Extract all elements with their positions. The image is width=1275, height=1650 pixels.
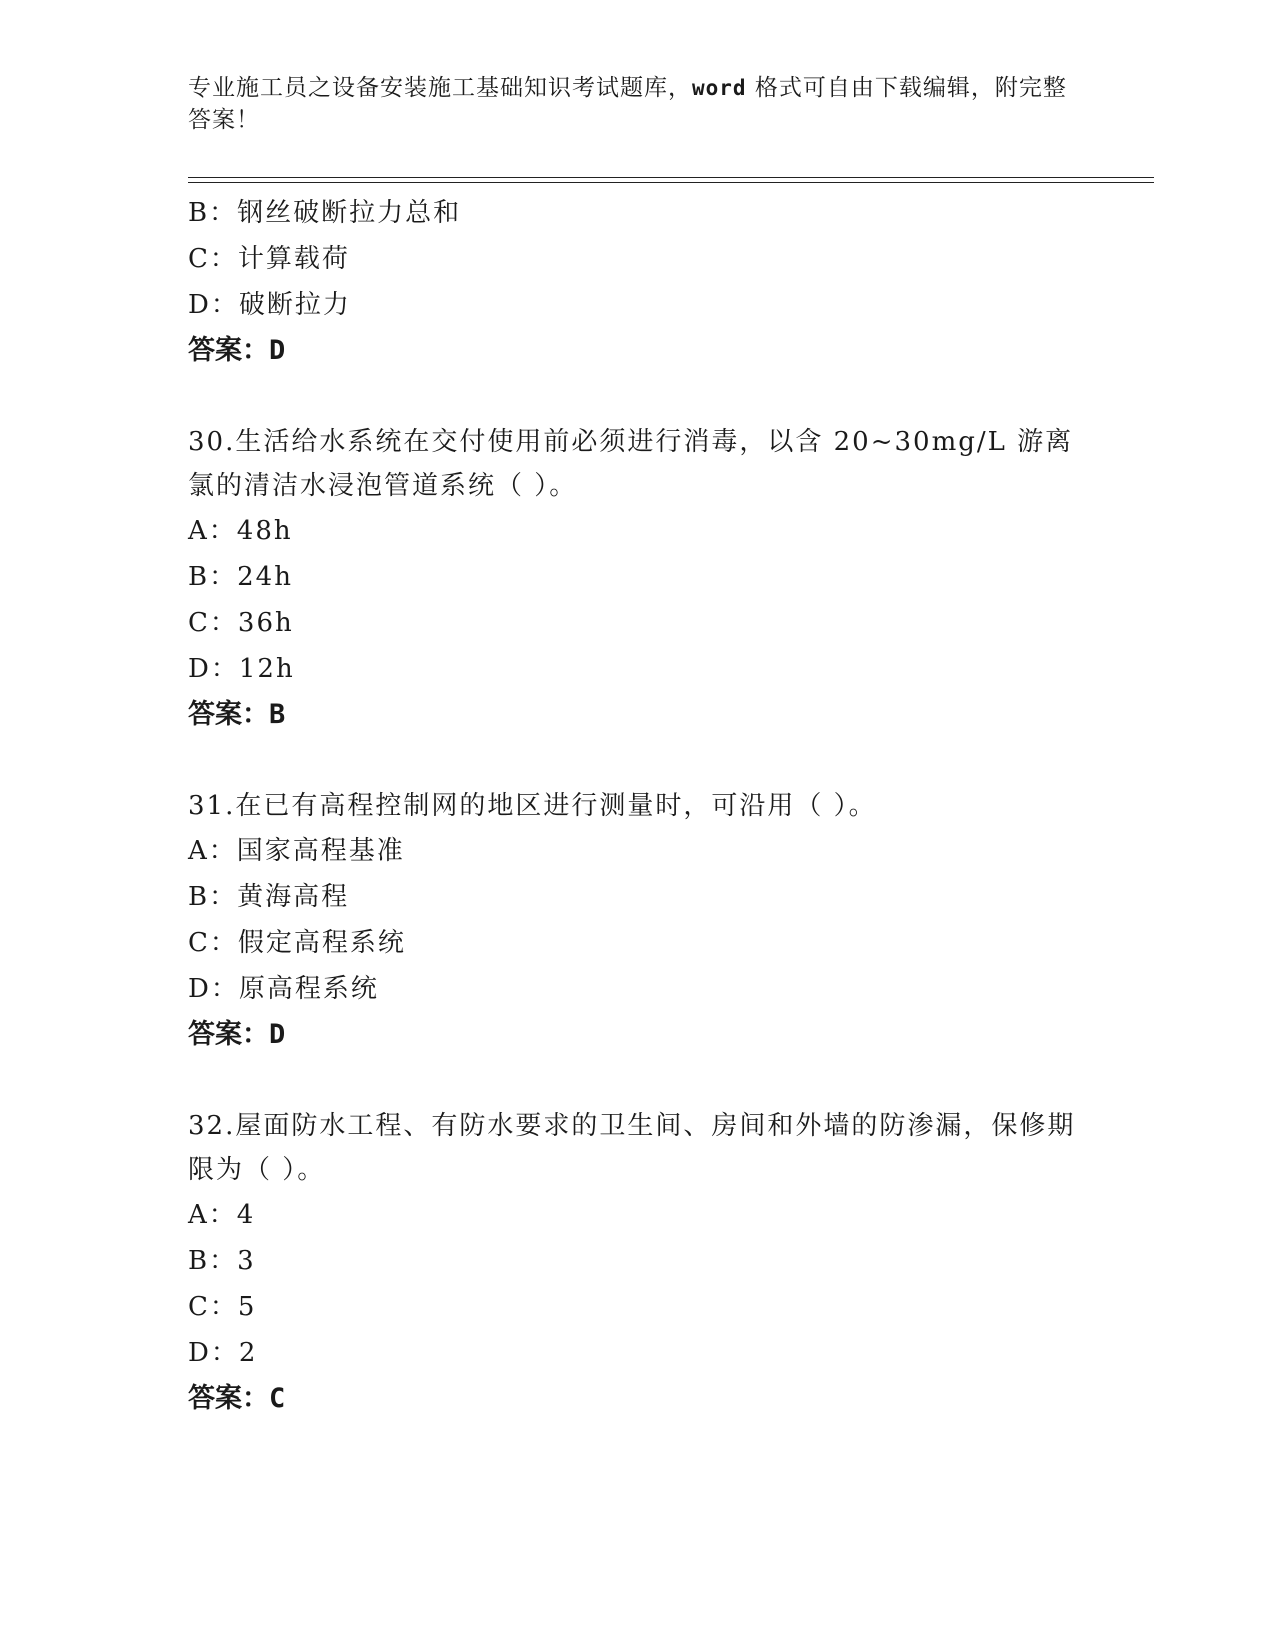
header-word: word [692, 76, 747, 100]
answer-value: D [269, 1019, 286, 1050]
answer-line [188, 328, 1088, 374]
spacer [188, 374, 1088, 420]
option-letter: B： [188, 562, 238, 592]
spacer [188, 1058, 1088, 1104]
option-d [188, 966, 1088, 1012]
option-letter: D： [188, 974, 239, 1004]
option-a [188, 1192, 1088, 1238]
answer-label: 答案： [188, 1019, 269, 1050]
answer-label: 答案： [188, 699, 269, 730]
option-text: 12h [238, 654, 295, 684]
option-letter: C： [188, 244, 238, 274]
question-stem: 30.生活给水系统在交付使用前必须进行消毒，以含 20~30mg/L 游离氯的清洁水浸泡管道系统（ ）。 [188, 427, 1074, 501]
option-a [188, 508, 1088, 554]
prev-question-block [188, 190, 1088, 374]
option-text: 36h [237, 608, 294, 638]
header-text-before: 专业施工员之设备安装施工基础知识考试题库， [188, 75, 692, 101]
option-text: 4 [236, 1200, 256, 1230]
option-text: 计算载荷 [237, 244, 350, 274]
option-text: 假定高程系统 [237, 928, 406, 958]
option-text: 国家高程基准 [236, 836, 405, 866]
option-letter: C： [188, 608, 238, 638]
option-text: 黄海高程 [237, 882, 350, 912]
option-b [188, 1238, 1088, 1284]
option-letter: B： [188, 882, 238, 912]
option-d [188, 282, 1088, 328]
question-list [188, 190, 1088, 1422]
option-letter: D： [188, 1338, 239, 1368]
option-b [188, 554, 1088, 600]
question-block-32 [188, 1104, 1088, 1422]
option-c [188, 236, 1088, 282]
option-letter: A： [188, 1200, 237, 1230]
answer-line [188, 1376, 1088, 1422]
option-letter: D： [188, 654, 239, 684]
option-c [188, 920, 1088, 966]
option-letter: B： [188, 198, 238, 228]
question-block-30 [188, 420, 1088, 738]
question-block-31 [188, 784, 1088, 1058]
spacer [188, 738, 1088, 784]
question-stem: 32.屋面防水工程、有防水要求的卫生间、房间和外墙的防渗漏，保修期限为（ ）。 [188, 1111, 1076, 1185]
option-letter: B： [188, 1246, 238, 1276]
answer-value: D [269, 335, 286, 366]
option-c [188, 1284, 1088, 1330]
answer-line [188, 692, 1088, 738]
header-rule-top [188, 177, 1154, 178]
option-b [188, 874, 1088, 920]
option-text: 钢丝破断拉力总和 [237, 198, 462, 228]
option-text: 3 [237, 1246, 256, 1276]
option-c [188, 600, 1088, 646]
option-text: 24h [237, 562, 293, 592]
answer-value: B [269, 699, 286, 730]
answer-label: 答案： [188, 335, 269, 366]
option-text: 2 [238, 1338, 258, 1368]
option-text: 48h [236, 516, 293, 546]
option-letter: C： [188, 928, 238, 958]
option-text: 破断拉力 [238, 290, 351, 320]
answer-value: C [269, 1383, 286, 1414]
option-letter: C： [188, 1292, 238, 1322]
option-b [188, 190, 1088, 236]
option-letter: A： [188, 516, 237, 546]
document-header [188, 72, 1068, 136]
option-text: 5 [237, 1292, 257, 1322]
option-d [188, 646, 1088, 692]
question-stem: 31.在已有高程控制网的地区进行测量时，可沿用（ ）。 [188, 791, 877, 821]
answer-label: 答案： [188, 1383, 269, 1414]
option-letter: D： [188, 290, 239, 320]
option-letter: A： [188, 836, 237, 866]
option-d [188, 1330, 1088, 1376]
answer-line [188, 1012, 1088, 1058]
header-rule-bottom [188, 182, 1154, 183]
option-a [188, 828, 1088, 874]
option-text: 原高程系统 [238, 974, 379, 1004]
header-text-after: 格式可自由下载编辑，附完整答案！ [188, 75, 1067, 133]
